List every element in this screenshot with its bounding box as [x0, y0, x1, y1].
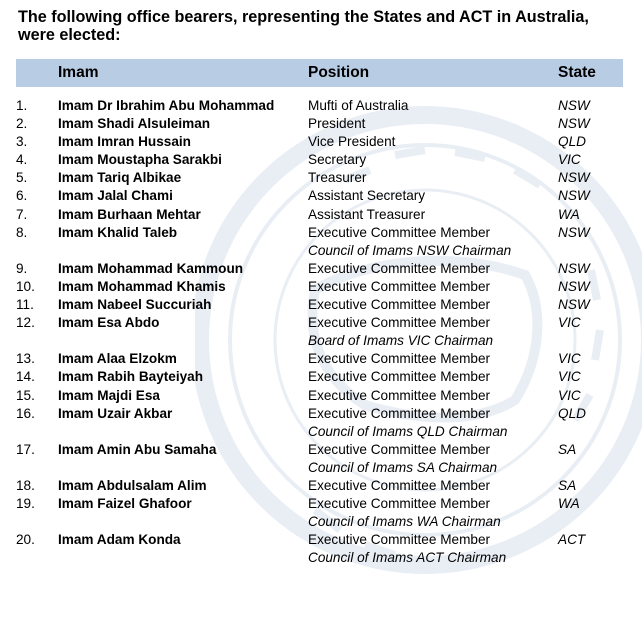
position-title: Assistant Treasurer — [308, 206, 426, 222]
state-code: NSW — [558, 224, 590, 240]
chairman-spacer — [16, 549, 58, 567]
table-header-row — [16, 59, 623, 87]
state-code: NSW — [558, 116, 590, 132]
chairman-role: Council of Imams SA Chairman — [308, 459, 498, 475]
chairman-role: Council of Imams WA Chairman — [308, 514, 501, 530]
chairman-row — [16, 513, 623, 531]
table-row — [16, 531, 623, 549]
header-number — [16, 59, 58, 87]
state-code: SA — [558, 441, 577, 457]
table-row — [16, 187, 623, 205]
state-code: VIC — [558, 315, 581, 331]
chairman-spacer — [58, 459, 308, 477]
row-number: 18. — [16, 477, 35, 493]
header-imam: Imam — [58, 59, 308, 87]
imam-name: Imam Abdulsalam Alim — [58, 477, 207, 493]
row-number: 14. — [16, 369, 35, 385]
imam-name: Imam Moustapha Sarakbi — [58, 152, 222, 168]
row-number: 12. — [16, 315, 35, 331]
table-row — [16, 133, 623, 151]
imam-name: Imam Alaa Elzokm — [58, 351, 177, 367]
table-row — [16, 350, 623, 368]
table-row — [16, 314, 623, 332]
state-code: WA — [558, 496, 580, 512]
chairman-role: Council of Imams NSW Chairman — [308, 242, 512, 258]
position-title: Executive Committee Member — [308, 532, 491, 548]
table-row — [16, 224, 623, 242]
position-title: Executive Committee Member — [308, 315, 491, 331]
imam-name: Imam Burhaan Mehtar — [58, 206, 201, 222]
row-number: 10. — [16, 278, 35, 294]
position-title: Executive Committee Member — [308, 405, 491, 421]
imam-name: Imam Jalal Chami — [58, 188, 173, 204]
chairman-role: Council of Imams QLD Chairman — [308, 423, 508, 439]
imam-name: Imam Adam Konda — [58, 532, 181, 548]
imam-name: Imam Faizel Ghafoor — [58, 496, 192, 512]
table-row — [16, 296, 623, 314]
chairman-spacer — [58, 513, 308, 531]
imam-name: Imam Esa Abdo — [58, 315, 160, 331]
chairman-spacer — [16, 332, 58, 350]
table-row — [16, 115, 623, 133]
row-number: 6. — [16, 188, 28, 204]
state-code: VIC — [558, 369, 581, 385]
imam-name: Imam Nabeel Succuriah — [58, 297, 212, 313]
position-title: Executive Committee Member — [308, 224, 491, 240]
chairman-spacer — [558, 513, 623, 531]
table-row — [16, 206, 623, 224]
imam-name: Imam Imran Hussain — [58, 134, 191, 150]
state-code: NSW — [558, 297, 590, 313]
imam-name: Imam Tariq Albikae — [58, 170, 182, 186]
table-row — [16, 278, 623, 296]
row-number: 16. — [16, 405, 35, 421]
row-number: 17. — [16, 441, 35, 457]
table-body — [16, 87, 623, 567]
imam-name: Imam Mohammad Kammoun — [58, 260, 244, 276]
state-code: NSW — [558, 260, 590, 276]
chairman-spacer — [58, 242, 308, 260]
table-row — [16, 405, 623, 423]
chairman-row — [16, 549, 623, 567]
position-title: Mufti of Australia — [308, 98, 409, 113]
chairman-spacer — [558, 423, 623, 441]
state-code: WA — [558, 206, 580, 222]
table-row — [16, 495, 623, 513]
position-title: Secretary — [308, 152, 367, 168]
chairman-spacer — [16, 513, 58, 531]
position-title: Executive Committee Member — [308, 477, 491, 493]
position-title: Executive Committee Member — [308, 351, 491, 367]
position-title: Assistant Secretary — [308, 188, 426, 204]
position-title: Executive Committee Member — [308, 387, 491, 403]
table-row — [16, 368, 623, 386]
position-title: Executive Committee Member — [308, 297, 491, 313]
state-code: SA — [558, 477, 577, 493]
row-number: 9. — [16, 260, 28, 276]
chairman-spacer — [558, 242, 623, 260]
table-row — [16, 477, 623, 495]
chairman-spacer — [558, 549, 623, 567]
header-position: Position — [308, 59, 558, 87]
row-number: 11. — [16, 297, 34, 313]
state-code: NSW — [558, 170, 590, 186]
position-title: Treasurer — [308, 170, 367, 186]
chairman-spacer — [58, 332, 308, 350]
chairman-spacer — [16, 242, 58, 260]
imam-name: Imam Dr Ibrahim Abu Mohammad — [58, 98, 275, 113]
table-row — [16, 151, 623, 169]
chairman-spacer — [558, 459, 623, 477]
row-number: 15. — [16, 387, 35, 403]
table-row — [16, 97, 623, 115]
position-title: Executive Committee Member — [308, 278, 491, 294]
spacer-row — [16, 87, 623, 97]
state-code: VIC — [558, 351, 581, 367]
imam-name: Imam Majdi Esa — [58, 387, 160, 403]
row-number: 20. — [16, 532, 35, 548]
imam-name: Imam Rabih Bayteiyah — [58, 369, 204, 385]
row-number: 7. — [16, 206, 28, 222]
header-state: State — [558, 59, 623, 87]
imam-name: Imam Amin Abu Samaha — [58, 441, 217, 457]
table-row — [16, 169, 623, 187]
imam-name: Imam Uzair Akbar — [58, 405, 173, 421]
table-row — [16, 441, 623, 459]
row-number: 4. — [16, 152, 28, 168]
chairman-spacer — [58, 549, 308, 567]
chairman-spacer — [16, 459, 58, 477]
chairman-spacer — [58, 423, 308, 441]
row-number: 3. — [16, 134, 28, 150]
state-code: NSW — [558, 278, 590, 294]
imam-name: Imam Mohammad Khamis — [58, 278, 226, 294]
imam-name: Imam Shadi Alsuleiman — [58, 116, 211, 132]
row-number: 13. — [16, 351, 35, 367]
row-number: 19. — [16, 496, 35, 512]
state-code: ACT — [558, 532, 586, 548]
position-title: Vice President — [308, 134, 396, 150]
state-code: QLD — [558, 134, 586, 150]
position-title: Executive Committee Member — [308, 496, 491, 512]
row-number: 8. — [16, 224, 28, 240]
chairman-row — [16, 459, 623, 477]
position-title: Executive Committee Member — [308, 369, 491, 385]
imam-name: Imam Khalid Taleb — [58, 224, 178, 240]
state-code: NSW — [558, 98, 590, 113]
state-code: VIC — [558, 387, 581, 403]
chairman-role: Council of Imams ACT Chairman — [308, 550, 507, 566]
position-title: President — [308, 116, 366, 132]
chairman-spacer — [558, 332, 623, 350]
table-row — [16, 260, 623, 278]
office-bearers-table — [16, 59, 623, 567]
state-code: VIC — [558, 152, 581, 168]
position-title: Executive Committee Member — [308, 441, 491, 457]
table-row — [16, 387, 623, 405]
chairman-role: Board of Imams VIC Chairman — [308, 333, 494, 349]
intro-text: The following office bearers, representing the States and ACT in Australia, were elected: — [18, 8, 589, 44]
chairman-row — [16, 423, 623, 441]
chairman-row — [16, 242, 623, 260]
row-number: 1. — [16, 98, 28, 113]
chairman-spacer — [16, 423, 58, 441]
state-code: QLD — [558, 405, 586, 421]
chairman-row — [16, 332, 623, 350]
position-title: Executive Committee Member — [308, 260, 491, 276]
row-number: 2. — [16, 116, 28, 132]
state-code: NSW — [558, 188, 590, 204]
row-number: 5. — [16, 170, 28, 186]
